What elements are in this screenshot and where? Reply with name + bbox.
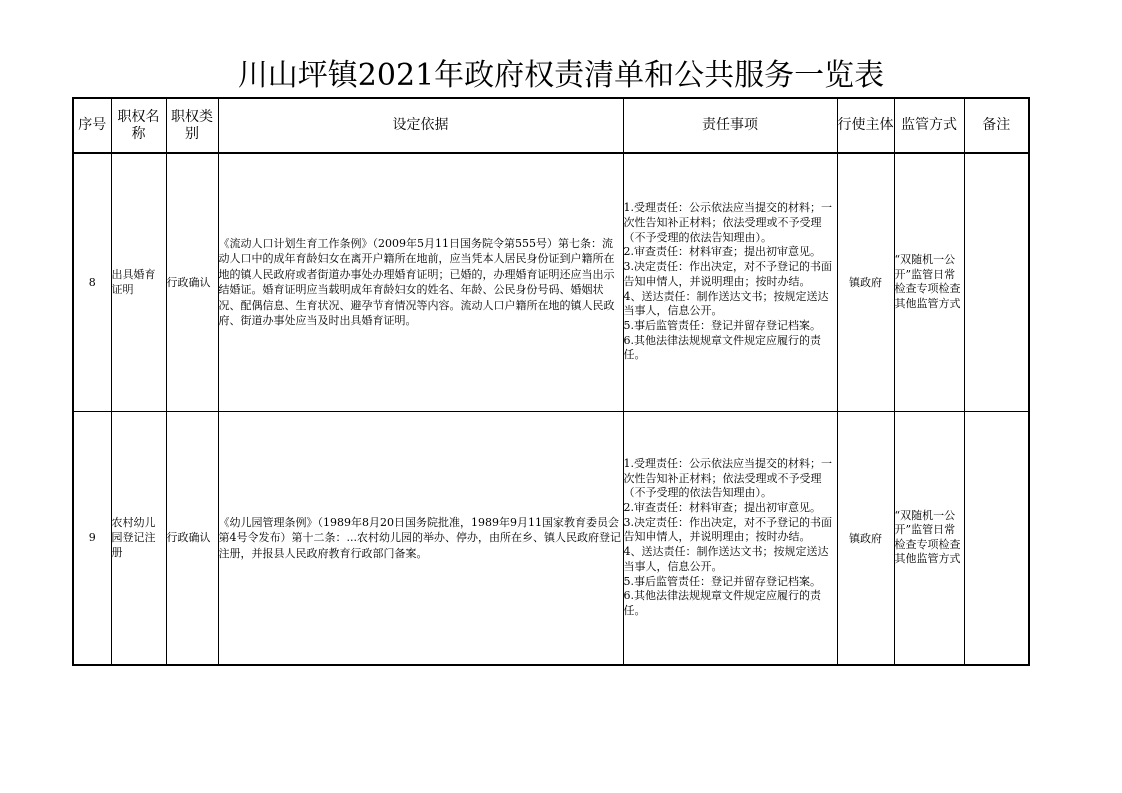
row-body: 镇政府 — [837, 411, 894, 665]
row-note — [964, 153, 1029, 411]
header-seq: 序号 — [73, 98, 111, 153]
authority-table — [72, 97, 1030, 666]
row-seq: 8 — [73, 153, 111, 411]
header-basis: 设定依据 — [218, 98, 623, 153]
resp-item: 5.事后监管责任：登记并留存登记档案。 — [623, 319, 821, 332]
resp-item: 4、送达责任：制作送达文书；按规定送达当事人，信息公开。 — [623, 289, 829, 318]
table-header-row — [73, 98, 1029, 153]
row-note — [964, 411, 1029, 665]
resp-item: 3.决定责任：作出决定，对不予登记的书面告知申情人，并说明理由；按时办结。 — [623, 260, 832, 288]
table-row — [73, 153, 1029, 411]
resp-item: 1.受理责任：公示依法应当提交的材料；一次性告知补正材料；依法受理或不予受理（不予受理的依法告知理由）。 — [623, 456, 832, 500]
header-body: 行使主体 — [837, 98, 894, 153]
page-title: 川山坪镇2021年政府权责清单和公共服务一览表 — [237, 58, 885, 93]
resp-item: 4、送达责任：制作送达文书；按规定送达当事人，信息公开。 — [623, 545, 829, 573]
row-name: 农村幼儿园登记注册 — [111, 411, 166, 665]
header-name: 职权名称 — [111, 98, 166, 153]
row-resp — [623, 153, 837, 411]
row-seq: 9 — [73, 411, 111, 665]
resp-item: 2.审查责任：材料审查；提出初审意见。 — [623, 245, 821, 259]
row-body: 镇政府 — [837, 153, 894, 411]
resp-item: 3.决定责任：作出决定，对不予登记的书面告知申情人，并说明理由；按时办结。 — [623, 515, 832, 544]
resp-item: 1.受理责任：公示依法应当提交的材料；一次性告知补正材料；依法受理或不予受理（不予受理的依法告知理由）。 — [623, 201, 832, 244]
row-basis: 《流动人口计划生育工作条例》（2009年5月11日国务院令第555号）第七条：流动人口中的成年育龄妇女在离开户籍所在地前，应当凭本人居民身份证到户籍所在地的镇人民政府或者街道办事处办理婚育证明；已婚的，办理婚育证明还应当出示结婚证。婚育证明应当载明成年育龄妇女的姓名、年龄、公民身份号码、婚姻状况、配偶信息、生育状况、避孕节育情况等内容。流动人口户籍所在地的镇人民政府、街道办事处应当及时出具婚育证明。 — [218, 153, 623, 411]
resp-item: 6.其他法律法规规章文件规定应履行的责任。 — [623, 333, 821, 362]
row-type: 行政确认 — [166, 411, 218, 665]
row-type: 行政确认 — [166, 153, 218, 411]
row-sup: “双随机一公开”监管日常检查专项检查其他监管方式 — [894, 411, 964, 665]
row-sup: “双随机一公开”监管日常检查专项检查其他监管方式 — [894, 153, 964, 411]
table-row — [73, 411, 1029, 665]
row-name: 出具婚育证明 — [111, 153, 166, 411]
resp-item: 6.其他法律法规规章文件规定应履行的责任。 — [623, 589, 821, 617]
resp-item: 2.审查责任：材料审查；提出初审意见。 — [623, 500, 821, 514]
header-sup: 监管方式 — [894, 98, 964, 153]
header-resp: 责任事项 — [623, 98, 837, 153]
header-type: 职权类别 — [166, 98, 218, 153]
row-basis: 《幼儿园管理条例》（1989年8月20日国务院批准，1989年9月11国家教育委员会第4号令发布）第十二条：...农村幼儿园的举办、停办，由所在乡、镇人民政府登记注册，并报县人民政府教育行政部门备案。 — [218, 411, 623, 665]
header-note: 备注 — [964, 98, 1029, 153]
row-resp — [623, 411, 837, 665]
resp-item: 5.事后监管责任：登记并留存登记档案。 — [623, 574, 821, 588]
